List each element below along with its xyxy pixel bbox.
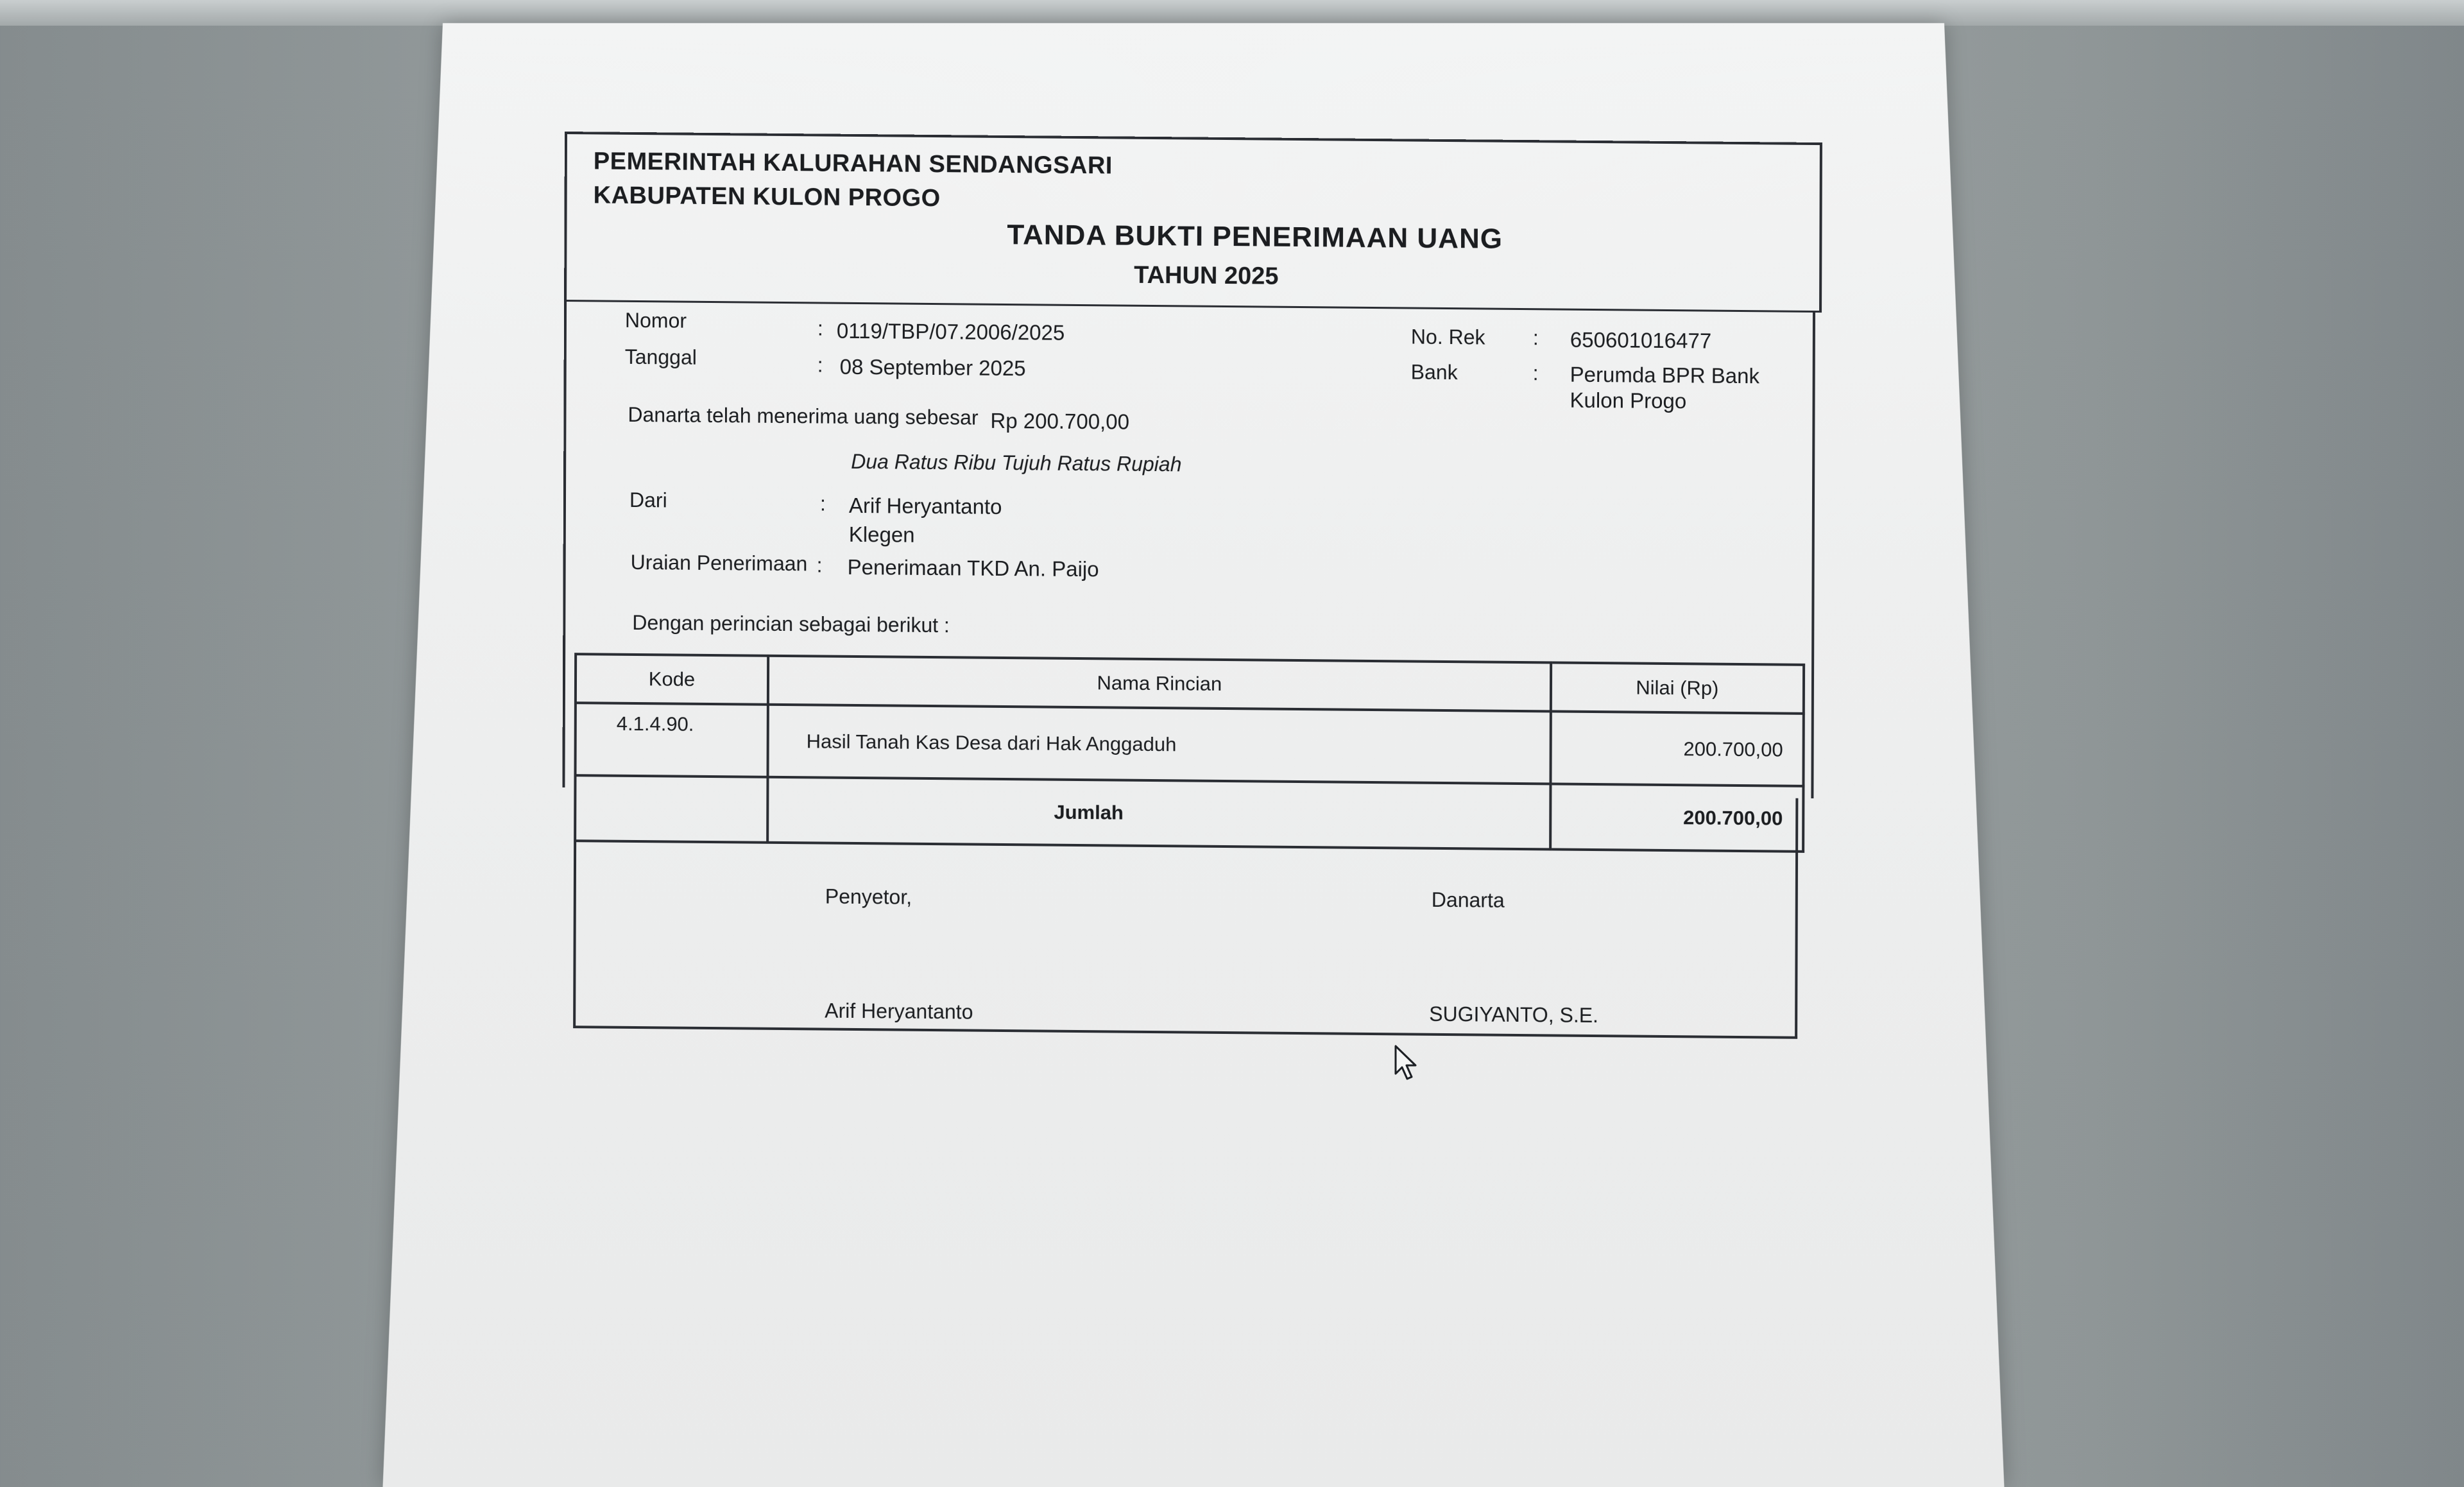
mouse-pointer-icon	[1394, 1044, 1419, 1083]
nomor-separator: :	[817, 316, 823, 340]
norek-separator: :	[1532, 326, 1539, 350]
uraian-label: Uraian Penerimaan	[630, 550, 808, 576]
nomor-value: 0119/TBP/07.2006/2025	[836, 318, 1065, 345]
monitor-bezel-top	[0, 0, 2464, 26]
row-kode: 4.1.4.90.	[575, 703, 767, 777]
tanggal-value: 08 September 2025	[839, 354, 1026, 381]
tanggal-label: Tanggal	[624, 345, 697, 369]
amount-in-words: Dua Ratus Ribu Tujuh Ratus Rupiah	[851, 449, 1182, 476]
bank-label: Bank	[1410, 360, 1458, 384]
column-header-nama-rincian: Nama Rincian	[768, 656, 1551, 712]
row-nama-rincian: Hasil Tanah Kas Desa dari Hak Anggaduh	[767, 705, 1550, 784]
table-row	[575, 703, 1803, 786]
uraian-value: Penerimaan TKD An. Paijo	[847, 554, 1099, 581]
document-year: TAHUN 2025	[1134, 261, 1279, 290]
bank-separator: :	[1532, 361, 1539, 385]
dari-separator: :	[819, 492, 826, 515]
receipt-form	[561, 132, 1829, 1060]
detail-table	[574, 653, 1805, 853]
dari-label: Dari	[629, 488, 667, 512]
row-nilai: 200.700,00	[1550, 711, 1804, 786]
danarta-name: SUGIYANTO, S.E.	[1429, 1002, 1599, 1027]
bank-value-line2: Kulon Progo	[1570, 388, 1687, 413]
org-line-1: PEMERINTAH KALURAHAN SENDANGSARI	[593, 148, 1113, 180]
norek-label: No. Rek	[1410, 325, 1485, 349]
penyetor-name: Arif Heryantanto	[825, 999, 973, 1024]
norek-value: 650601016477	[1570, 327, 1712, 353]
document-title: TANDA BUKTI PENERIMAAN UANG	[1007, 219, 1503, 255]
danarta-label: Danarta	[1431, 888, 1505, 912]
uraian-separator: :	[816, 553, 823, 577]
total-row	[575, 775, 1803, 852]
total-empty-cell	[575, 775, 767, 843]
total-label: Jumlah	[767, 777, 1550, 850]
tanggal-separator: :	[817, 353, 823, 377]
org-line-2: KABUPATEN KULON PROGO	[593, 182, 941, 212]
column-header-kode: Kode	[576, 654, 768, 705]
received-statement: Danarta telah menerima uang sebesar	[628, 402, 979, 429]
penyetor-label: Penyetor,	[825, 884, 912, 909]
detail-intro: Dengan perincian sebagai berikut :	[632, 610, 950, 637]
column-header-nilai: Nilai (Rp)	[1551, 662, 1804, 713]
nomor-label: Nomor	[624, 308, 687, 332]
total-value: 200.700,00	[1550, 784, 1804, 851]
bank-value-line1: Perumda BPR Bank	[1570, 362, 1760, 388]
received-amount: Rp 200.700,00	[990, 408, 1130, 434]
dari-place: Klegen	[848, 522, 915, 547]
dari-name: Arif Heryantanto	[848, 493, 1002, 519]
